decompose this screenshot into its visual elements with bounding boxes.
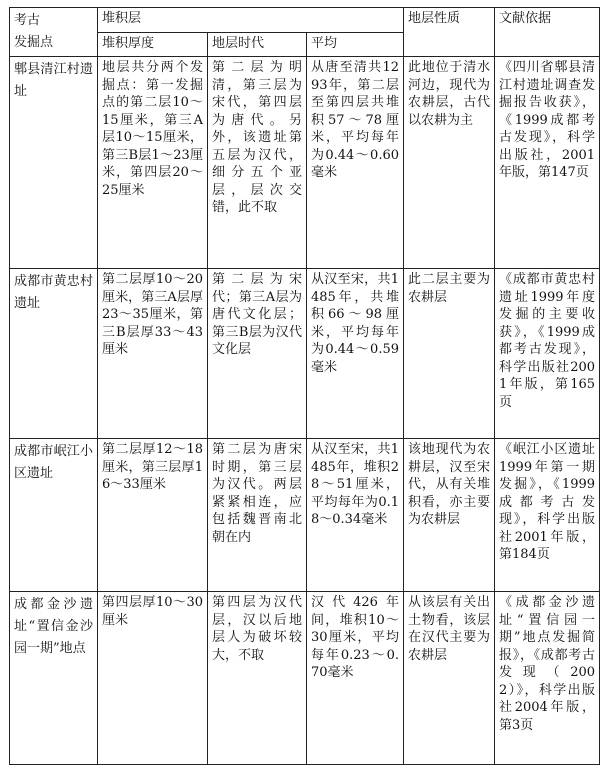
- era-cell: 第二层为唐宋时期，第三层为汉代。两层紧紧相连，应包括魏晋南北朝在内: [208, 439, 307, 592]
- average-cell: 从汉至宋，共1485年，堆积28～51厘米，平均每年为0.18～0.34毫米: [307, 439, 404, 592]
- thickness-cell: 第四层厚10～30厘米: [98, 592, 208, 765]
- thickness-cell: 第二层厚10～20厘米，第三A层厚23～35厘米，第三B层厚33～43厘米: [98, 269, 208, 439]
- header-era: 地层时代: [208, 33, 307, 57]
- source-cell: 《四川省郫县清江村遗址调查发掘报告收获》，《1999成都考古发现》，科学出版社，2001年版，第147页: [495, 57, 600, 269]
- header-thickness: 堆积厚度: [98, 33, 208, 57]
- header-average: 平均: [307, 33, 404, 57]
- era-cell: 第四层为汉代层，汉以后地层人为破坏较大，不取: [208, 592, 307, 765]
- source-cell: 《成都市黄忠村遗址1999年度发掘的主要收获》，《1999成都考古发现》，科学出版社2001年版，第165页: [495, 269, 600, 439]
- source-cell: 《岷江小区遗址1999年第一期发掘》，《1999成都考古发现》，科学出版社2001年版，第184页: [495, 439, 600, 592]
- header-site: 考古 发掘点: [10, 8, 98, 57]
- source-cell: 《成都金沙遗址“置信园一期”地点发掘简报》，《成都考古发现（2002）》，科学出版社2004年版，第3页: [495, 592, 600, 765]
- thickness-cell: 地层共分两个发掘点：第一发掘点的第二层10～15厘米，第三A层10～15厘米，第三B层1～23厘米，第四层20～25厘米: [98, 57, 208, 269]
- average-cell: 汉代426年间，堆积10～30厘米，平均每年0.23～0.70毫米: [307, 592, 404, 765]
- header-row: [10, 8, 600, 33]
- table-row: [10, 439, 600, 592]
- header-accumulation: 堆积层: [98, 8, 404, 33]
- table-row: [10, 269, 600, 439]
- average-cell: 从唐至清共1293年，第二层至第四层共堆积57～78厘米，平均每年为0.44～0.60毫米: [307, 57, 404, 269]
- site-cell: 成都金沙遗址“置信金沙园一期”地点: [10, 592, 98, 765]
- nature-cell: 从该层有关出土物看，该层在汉代主要为农耕层: [404, 592, 495, 765]
- thickness-cell: 第二层厚12～18厘米，第三层厚16～33厘米: [98, 439, 208, 592]
- stratigraphy-table: [9, 7, 600, 765]
- nature-cell: 该地现代为农耕层，汉至宋代，从有关堆积看，亦主要为农耕层: [404, 439, 495, 592]
- site-cell: 成都市岷江小区遗址: [10, 439, 98, 592]
- era-cell: 第二层为明清，第三层为宋代，第四层为唐代。另外，该遗址第五层为汉代，细分五个亚层，层次交错，此不取: [208, 57, 307, 269]
- table-row: [10, 57, 600, 269]
- header-source: 文献依据: [495, 8, 600, 57]
- era-cell: 第二层为宋代；第三A层为唐代文化层；第三B层为汉代文化层: [208, 269, 307, 439]
- average-cell: 从汉至宋，共1485年，共堆积66～98厘米，平均每年为0.44～0.59毫米: [307, 269, 404, 439]
- nature-cell: 此二层主要为农耕层: [404, 269, 495, 439]
- table-row: [10, 592, 600, 765]
- site-cell: 郫县清江村遗址: [10, 57, 98, 269]
- nature-cell: 此地位于清水河边，现代为农耕层，古代以农耕为主: [404, 57, 495, 269]
- site-cell: 成都市黄忠村遗址: [10, 269, 98, 439]
- header-nature: 地层性质: [404, 8, 495, 57]
